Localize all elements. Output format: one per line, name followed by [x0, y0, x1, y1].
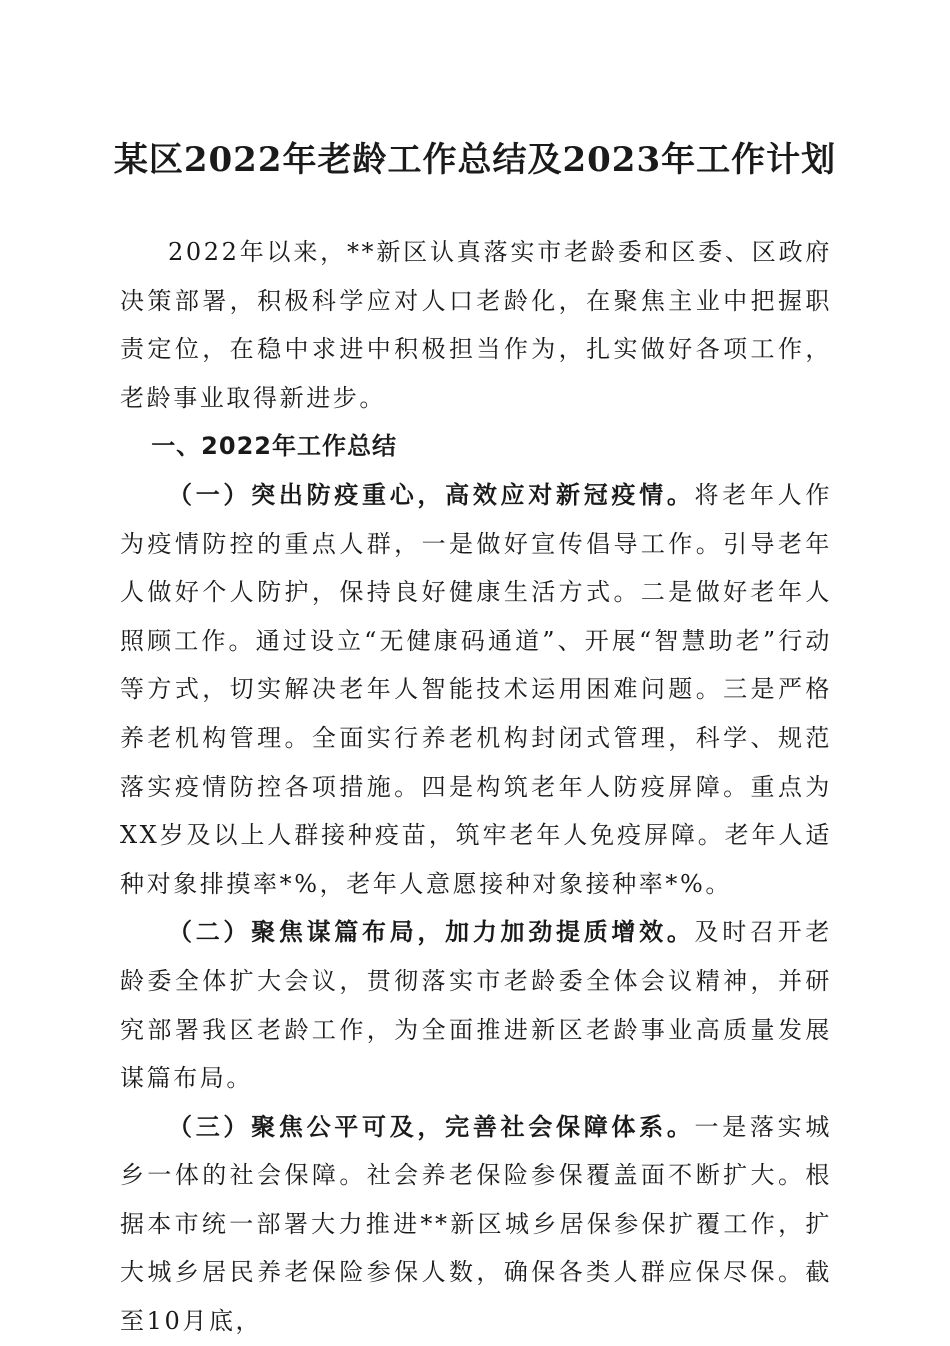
paragraph-lead: （三）聚焦公平可及，完善社会保障体系。	[168, 1111, 695, 1141]
intro-paragraph: 2022年以来，**新区认真落实市老龄委和区委、区政府决策部署，积极科学应对人口老龄化，在聚焦主业中把握职责定位，在稳中求进中积极担当作为，扎实做好各项工作，老龄事业取得新进步。	[120, 238, 832, 412]
paragraph-text: 一是落实城乡一体的社会保障。社会养老保险参保覆盖面不断扩大。根据本市统一部署大力推进**新区城乡居保参保扩覆工作，扩大城乡居民养老保险参保人数，确保各类人群应保尽保。截至10月底，	[120, 1112, 832, 1336]
document-body	[120, 228, 832, 1346]
document-title: 某区2022年老龄工作总结及2023年工作计划	[113, 140, 837, 180]
paragraph-lead: （一）突出防疫重心，高效应对新冠疫情。	[168, 479, 695, 509]
paragraph-lead: （二）聚焦谋篇布局，加力加劲提质增效。	[168, 917, 695, 947]
paragraph-item-2	[120, 908, 832, 1102]
paragraph-text: 及时召开老龄委全体扩大会议，贯彻落实市老龄委全体会议精神，并研究部署我区老龄工作，为全面推进新区老龄事业高质量发展谋篇布局。	[120, 918, 832, 1093]
paragraph-item-3	[120, 1103, 832, 1346]
paragraph-item-1	[120, 471, 832, 908]
paragraph-text: 将老年人作为疫情防控的重点人群，一是做好宣传倡导工作。引导老年人做好个人防护，保持良好健康生活方式。二是做好老年人照顾工作。通过设立“无健康码通道”、开展“智慧助老”行动等方式，切实解决老年人智能技术运用困难问题。三是严格养老机构管理。全面实行养老机构封闭式管理，科学、规范落实疫情防控各项措施。四是构筑老年人防疫屏障。重点为XX岁及以上人群接种疫苗，筑牢老年人免疫屏障。老年人适种对象排摸率*%，老年人意愿接种对象接种率*%。	[120, 480, 832, 898]
section-heading: 一、2022年工作总结	[151, 432, 397, 461]
